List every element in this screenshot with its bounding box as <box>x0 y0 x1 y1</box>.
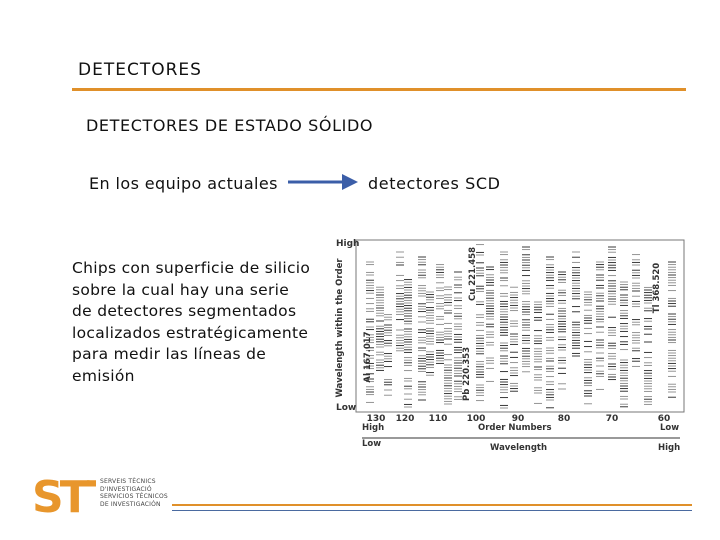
element-label-pb: Pb 220.353 <box>462 347 472 401</box>
detector-segment-column <box>510 287 518 391</box>
order-tick-label: 100 <box>466 414 486 424</box>
wave-high-label: High <box>658 443 681 453</box>
description-text: Chips con superficie de silicio sobre la cual hay una serie de detectores segmentados localizados estratégicamente para medir las líneas de emisión <box>72 259 311 385</box>
slide-subtitle: DETECTORES DE ESTADO SÓLIDO <box>86 116 374 135</box>
svg-text:STTI: ST <box>32 472 87 518</box>
order-axis-label: Order Numbers <box>478 423 552 433</box>
y-high-label: High <box>336 239 360 249</box>
element-label-cu: Cu 221.458 <box>468 247 478 301</box>
order-tick-label: 70 <box>605 414 619 424</box>
y-low-label: Low <box>336 403 357 413</box>
order-tick-label: 120 <box>395 414 415 424</box>
detector-figure <box>330 232 690 458</box>
slide-title: DETECTORES <box>78 60 202 80</box>
detector-type-text: detectores SCD <box>368 174 501 193</box>
order-tick-label: 90 <box>511 414 525 424</box>
order-tick-label: 60 <box>657 414 671 424</box>
equipment-text: En los equipo actuales <box>89 174 278 193</box>
footer-rule-orange <box>172 504 692 506</box>
element-label-tl: Tl 368.520 <box>652 262 662 314</box>
y-axis-label: Wavelength within the Order <box>335 258 345 398</box>
wave-low-label: Low <box>362 439 382 449</box>
wave-axis-label: Wavelength <box>490 443 548 453</box>
order-tick-label: 130 <box>366 414 386 424</box>
right-arrow-icon <box>288 170 360 194</box>
title-underline <box>72 88 686 91</box>
order-tick-label: 110 <box>428 414 448 424</box>
element-label-al: Al 167.017 <box>363 331 373 383</box>
order-tick-label: 80 <box>557 414 571 424</box>
order-low-label: Low <box>660 423 680 433</box>
order-high-label: High <box>362 423 385 433</box>
logo-text: SERVEIS TÈCNICS D'INVESTIGACIÓ SERVICIOS TÉCNICOS DE INVESTIGACIÓN <box>100 478 168 508</box>
footer-rule-blue <box>172 510 692 511</box>
stti-logo <box>32 466 96 522</box>
